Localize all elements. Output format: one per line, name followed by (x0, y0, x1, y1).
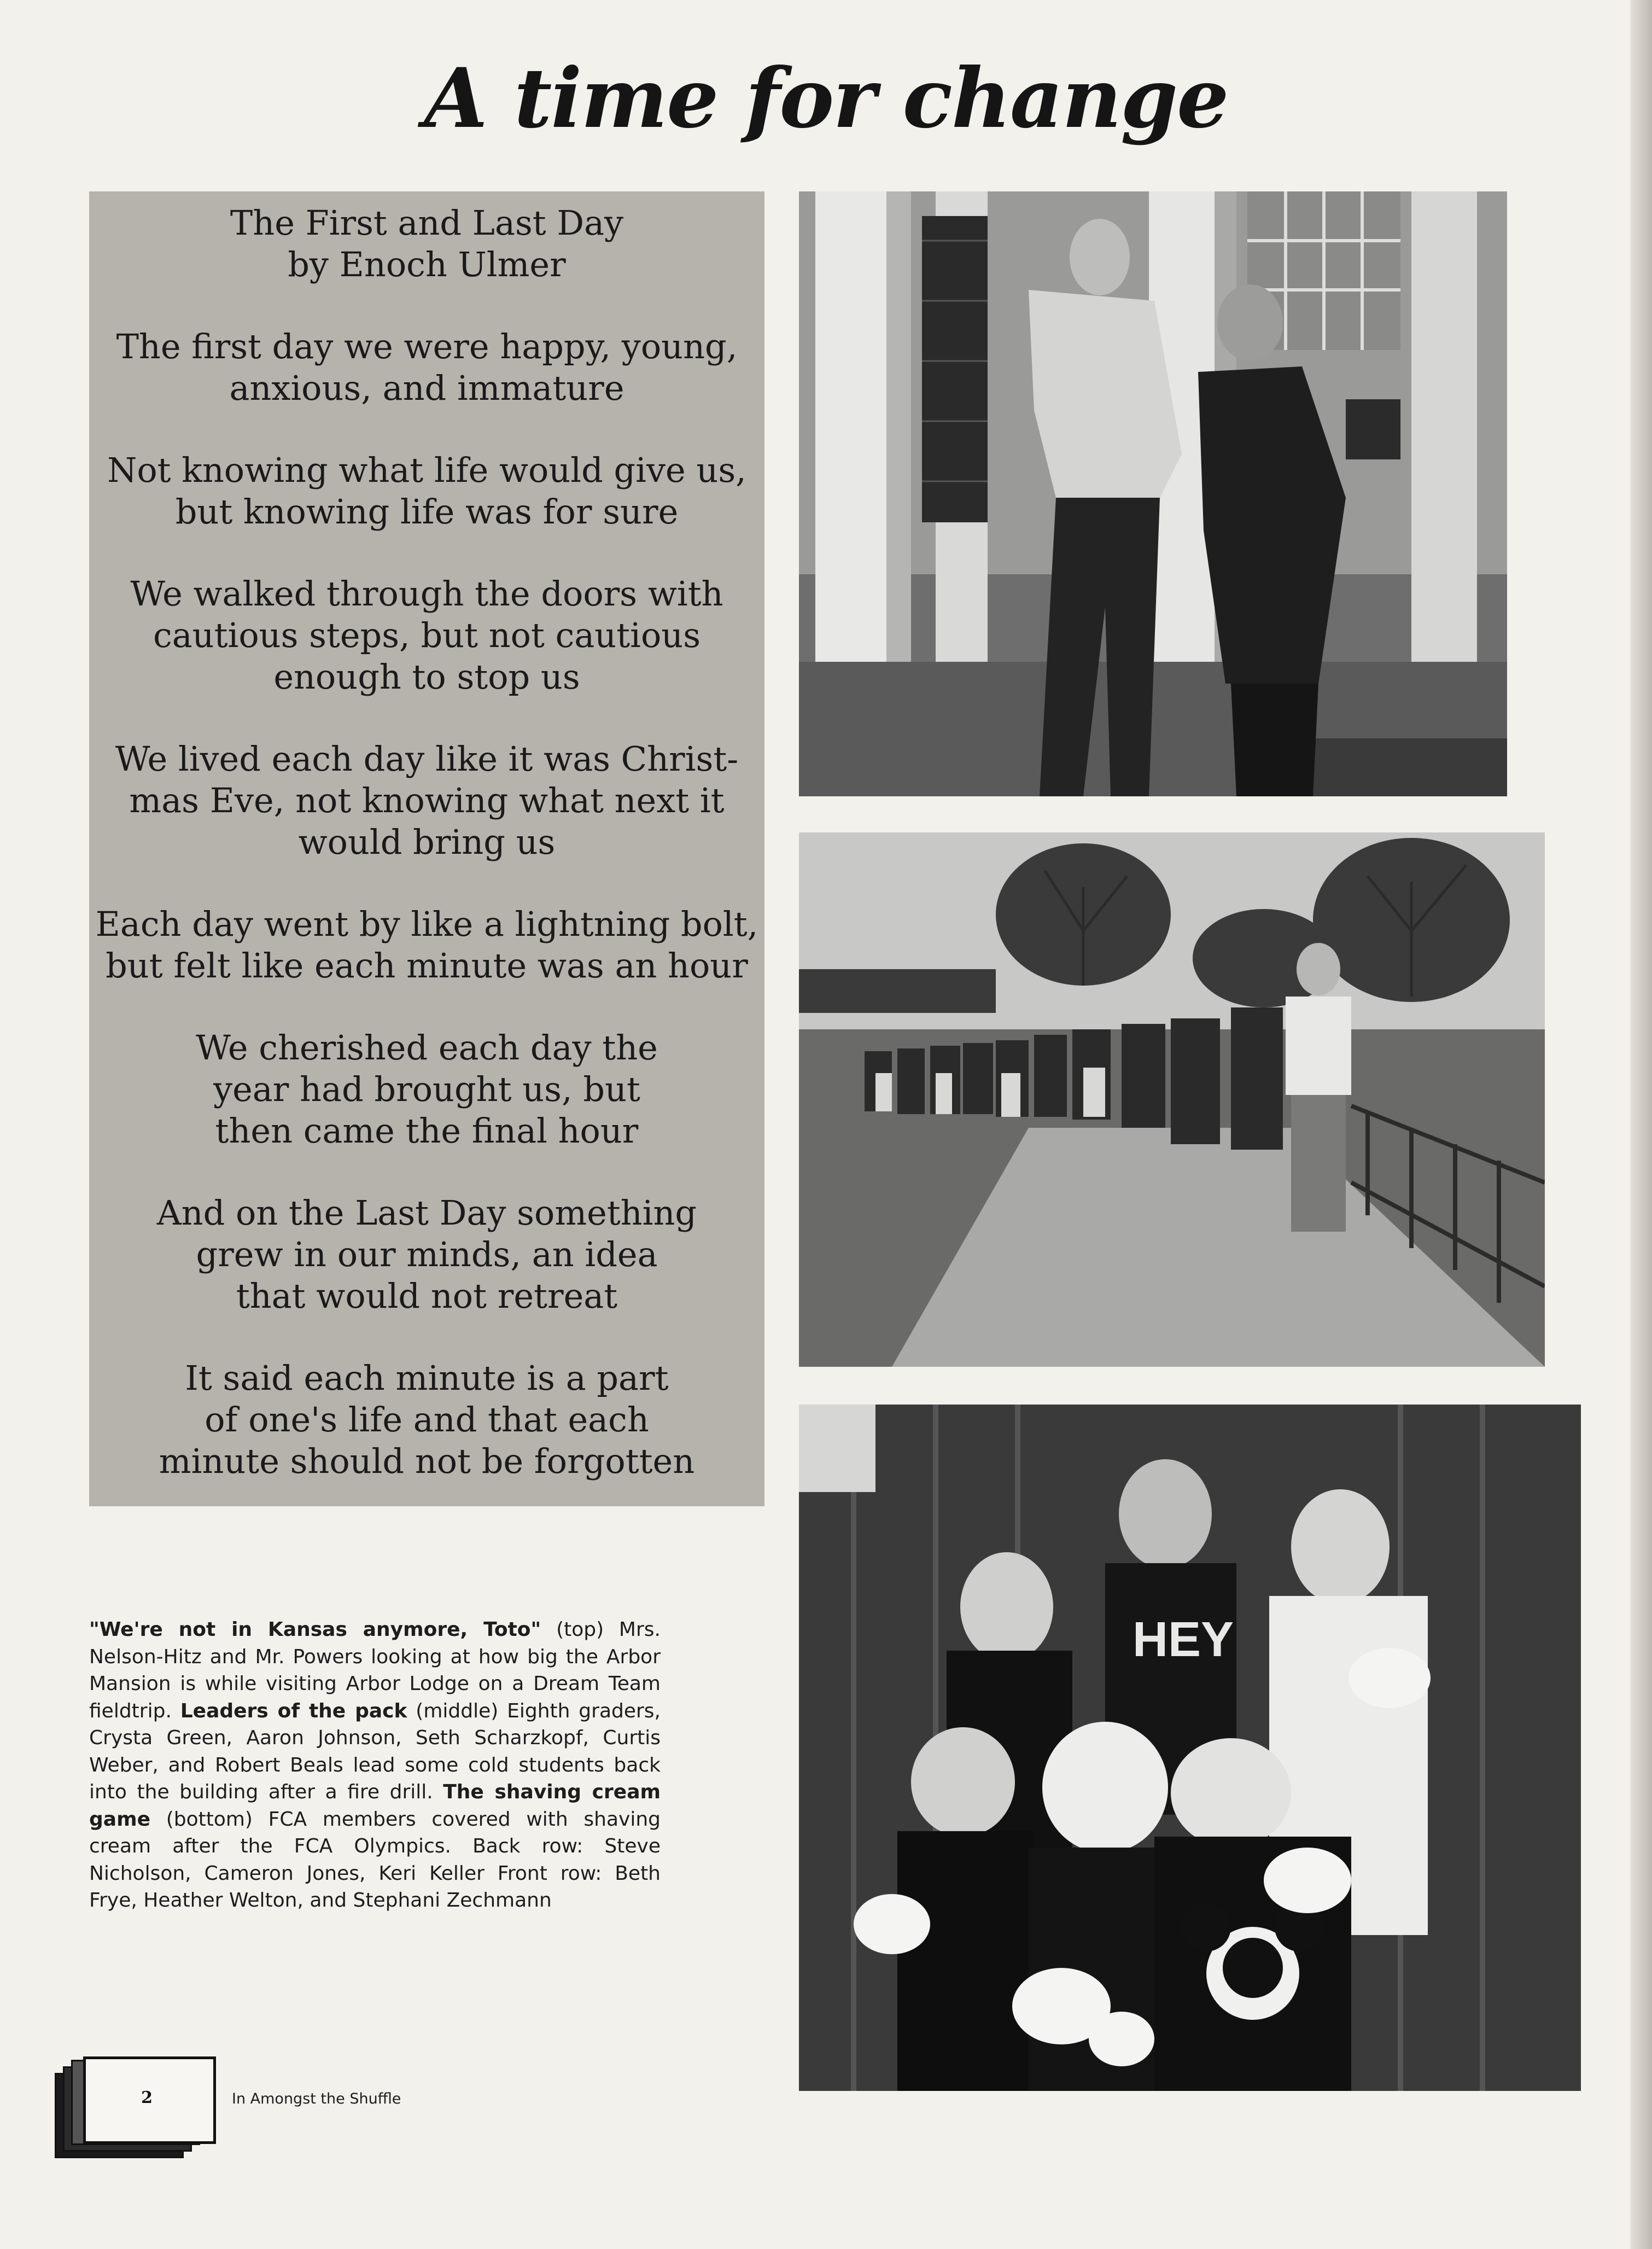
caption-text-3: (bottom) FCA members covered with shaving cream after the FCA Olympics. Back row: Steve Nicholson, Cameron Jones, Keri Keller Front row: Beth Frye, Heather Welton, and Stephani Zechmann (89, 1808, 661, 1912)
poem-title: The First and Last Day (230, 203, 624, 243)
footer-publication: In Amongst the Shuffle (232, 2090, 401, 2107)
svg-text:HEY: HEY (1133, 1612, 1234, 1667)
poem-stanza-1: The first day we were happy, young, anxious, and immature (116, 327, 738, 408)
caption-head-2: Leaders of the pack (180, 1699, 407, 1722)
page-edge (1630, 0, 1652, 2249)
caption-head-3: The shaving cream game (89, 1781, 661, 1831)
poem-stanza-7: And on the Last Day something grew in our minds, an idea that would not retreat (156, 1193, 697, 1316)
poem-heading (89, 202, 764, 286)
poem (89, 202, 764, 1482)
page-title: A time for change (424, 50, 1228, 147)
poem-stanza-8: It said each minute is a part of one's life and that each minute should not be forgotten (159, 1358, 695, 1481)
poem-box (89, 191, 764, 1506)
photo-middle-fire-drill (799, 832, 1545, 1367)
caption-text-1: (top) Mrs. Nelson-Hitz and Mr. Powers looking at how big the Arbor Mansion is while visiting Arbor Lodge on a Dream Team fieldtrip. (89, 1618, 661, 1722)
photo-top-mansion (799, 191, 1507, 796)
caption-head-1: "We're not in Kansas anymore, Toto" (89, 1618, 541, 1641)
poem-stanza-3: We walked through the doors with cautious steps, but not cautious enough to stop us (130, 574, 723, 697)
photo-bottom-shaving-cream (799, 1405, 1581, 2091)
poem-stanza-5: Each day went by like a lightning bolt, but felt like each minute was an hour (95, 904, 758, 986)
page-number: 2 (141, 2088, 153, 2107)
poem-stanza-2: Not knowing what life would give us, but knowing life was for sure (107, 450, 746, 532)
page-number-badge (55, 2056, 219, 2166)
photo-middle-image (799, 832, 1545, 1367)
poem-stanza-6: We cherished each day the year had brought us, but then came the final hour (196, 1028, 658, 1151)
poem-stanza-4: We lived each day like it was Christ- mas Eve, not knowing what next it would bring us (115, 739, 739, 862)
photo-bottom-image (799, 1405, 1581, 2091)
photo-caption (89, 1616, 661, 1914)
poem-author: by Enoch Ulmer (288, 244, 566, 284)
photo-top-image (799, 191, 1507, 796)
caption-text-2: (middle) Eighth graders, Crysta Green, Aaron Johnson, Seth Scharzkopf, Curtis Weber, and Robert Beals lead some cold students back into the building after a fire drill. (89, 1699, 661, 1803)
